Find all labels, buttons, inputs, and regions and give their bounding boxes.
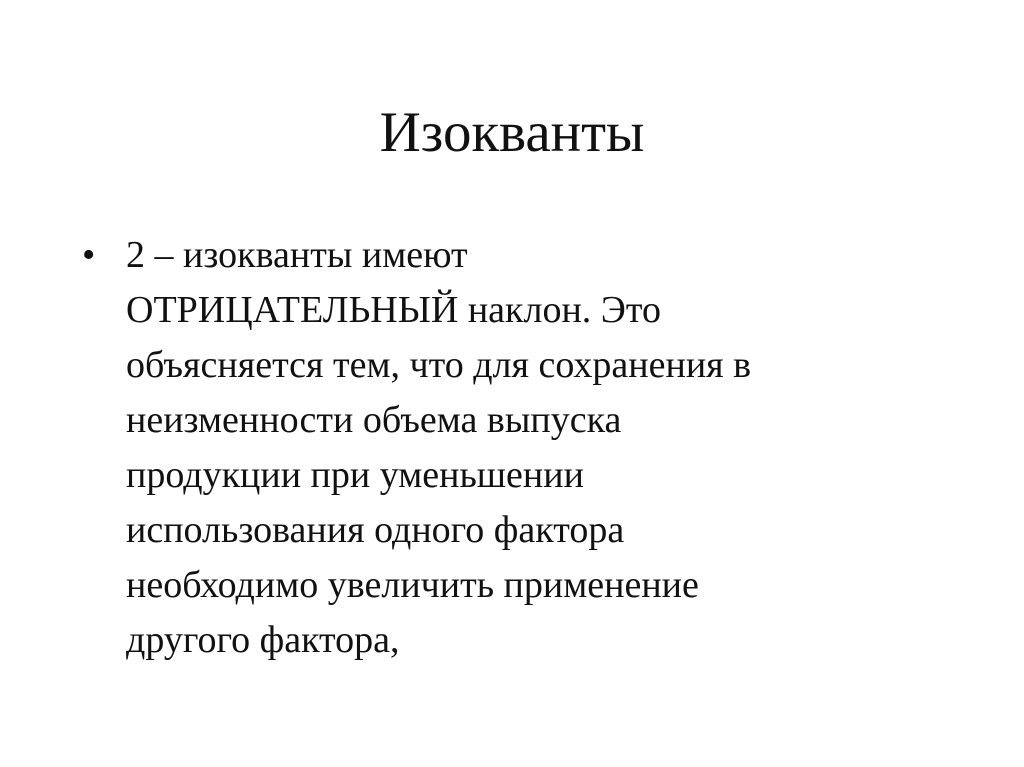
bullet-line: неизменности объема выпуска	[126, 399, 622, 441]
bullet-line: необходимо увеличить применение	[126, 564, 699, 606]
bullet-line: продукции при уменьшении	[126, 454, 584, 496]
bullet-text	[126, 228, 962, 668]
bullet-marker: •	[82, 234, 96, 276]
bullet-line: 2 – изокванты имеют	[126, 234, 468, 276]
bullet-item	[82, 228, 962, 668]
slide-title: Изокванты	[379, 101, 645, 164]
bullet-line: другого фактора,	[126, 619, 400, 661]
bullet-list	[82, 228, 962, 668]
bullet-line: использования одного фактора	[126, 509, 625, 551]
bullet-line: ОТРИЦАТЕЛЬНЫЙ наклон. Это	[126, 289, 661, 331]
bullet-line: объясняется тем, что для сохранения в	[126, 344, 752, 386]
